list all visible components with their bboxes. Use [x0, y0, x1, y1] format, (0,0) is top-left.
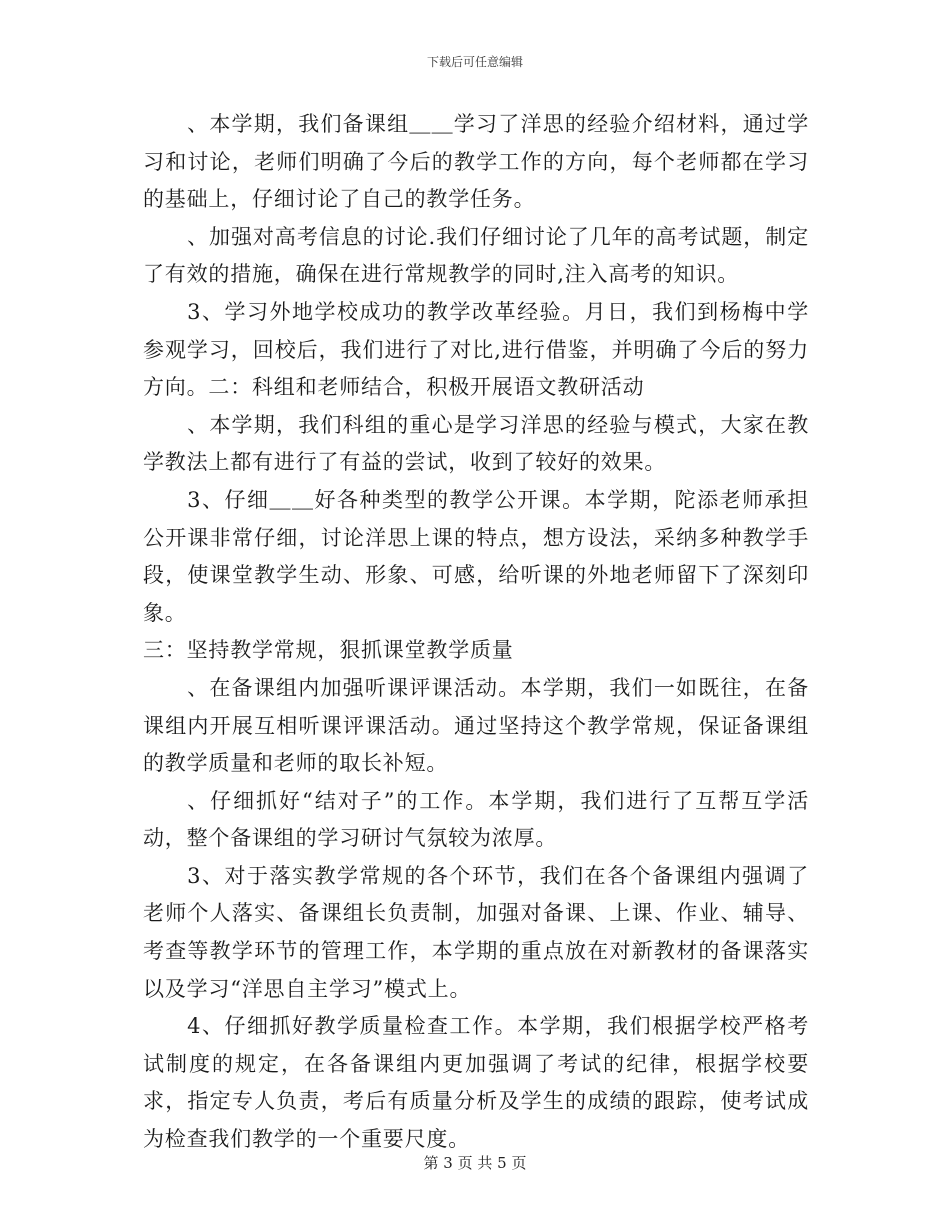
paragraph: 4、仔细抓好教学质量检查工作。本学期，我们根据学校严格考试制度的规定，在各备课组内更加强调了考试的纪律，根据学校要求，指定专人负责，考后有质量分析及学生的成绩的跟踪，使考试成为检查我们教学的一个重要尺度。: [143, 1014, 809, 1152]
paragraph: 、加强对高考信息的讨论.我们仔细讨论了几年的高考试题，制定了有效的措施，确保在进行常规教学的同时,注入高考的知识。: [143, 224, 809, 287]
page-number: 第 3 页 共 5 页: [423, 1154, 527, 1172]
page-header: 下载后可任意编辑: [426, 55, 523, 69]
paragraph: 、本学期，我们备课组＿＿学习了洋思的经验介绍材料，通过学习和讨论，老师们明确了今后的教学工作的方向，每个老师都在学习的基础上，仔细讨论了自己的教学任务。: [143, 112, 809, 212]
document-body: [143, 106, 809, 1159]
paragraph: 、本学期，我们科组的重心是学习洋思的经验与模式，大家在教学教法上都有进行了有益的尝试，收到了较好的效果。: [143, 412, 809, 475]
paragraph: 、在备课组内加强听课评课活动。本学期，我们一如既往，在备课组内开展互相听课评课活动。通过坚持这个教学常规，保证备课组的教学质量和老师的取长补短。: [143, 675, 809, 776]
paragraph: 3、学习外地学校成功的教学改革经验。月日，我们到杨梅中学参观学习，回校后，我们进行了对比,进行借鉴，并明确了今后的努力方向。二：科组和老师结合，积极开展语文教研活动: [143, 299, 809, 400]
section-heading: 三：坚持教学常规，狠抓课堂教学质量: [143, 638, 514, 663]
paragraph: 3、仔细＿＿好各种类型的教学公开课。本学期，陀添老师承担公开课非常仔细，讨论洋思上课的特点，想方设法，采纳多种教学手段，使课堂教学生动、形象、可感，给听课的外地老师留下了深刻印象。: [143, 487, 809, 625]
paragraph: 3、对于落实教学常规的各个环节，我们在各个备课组内强调了老师个人落实、备课组长负责制，加强对备课、上课、作业、辅导、考查等教学环节的管理工作，本学期的重点放在对新教材的备课落实以及学习“洋思自主学习”模式上。: [143, 863, 809, 1001]
paragraph: 、仔细抓好“结对子”的工作。本学期，我们进行了互帮互学活动，整个备课组的学习研讨气氛较为浓厚。: [143, 788, 809, 851]
